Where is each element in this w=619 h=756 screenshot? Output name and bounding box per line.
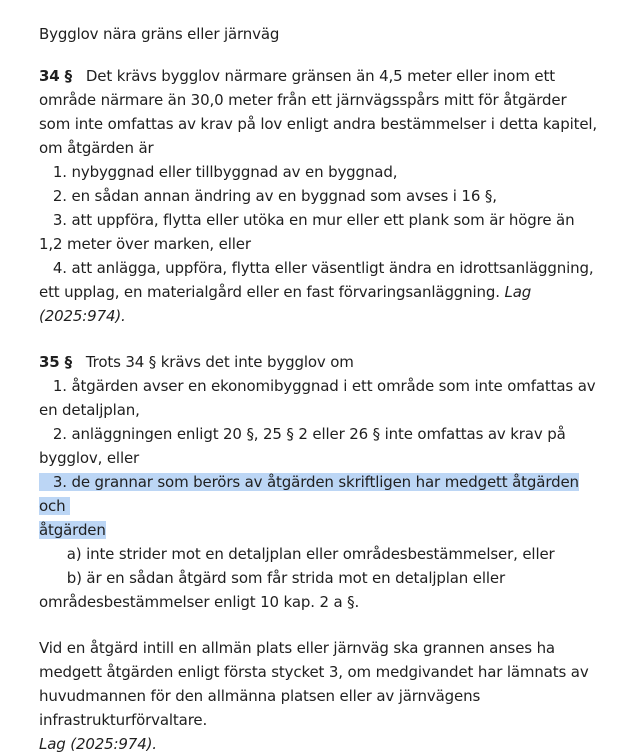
closing-paragraph [39, 636, 599, 756]
list-item: 1. åtgärden avser en ekonomibyggnad i ett område som inte omfattas av en detaljplan, [39, 377, 596, 419]
document [39, 22, 599, 756]
paragraph-number: 34 § [39, 67, 72, 85]
paragraph-number: 35 § [39, 353, 72, 371]
sub-list-item: b) är en sådan åtgärd som får strida mot en detaljplan eller områdesbestämmelser enligt 10 kap. 2 a §. [39, 569, 505, 611]
text-selection[interactable]: 3. de grannar som berörs av åtgärden skriftligen har medgett åtgärden och [39, 473, 579, 515]
sub-list-item: a) inte strider mot en detaljplan eller områdesbestämmelser, eller [66, 545, 555, 563]
list-item: 2. anläggningen enligt 20 §, 25 § 2 eller 26 § inte omfattas av krav på bygglov, eller [39, 425, 566, 467]
list-item: 3. att uppföra, flytta eller utöka en mur eller ett plank som är högre än 1,2 meter över marken, eller [39, 211, 575, 253]
paragraph-34 [39, 64, 599, 328]
selected-list-item[interactable] [39, 470, 599, 542]
paragraph-34-intro [39, 64, 599, 160]
paragraph-35-intro [39, 350, 599, 374]
paragraph-35 [39, 350, 599, 614]
paragraph-intro-text: Det krävs bygglov närmare gränsen än 4,5 meter eller inom ett område närmare än 30,0 meter från ett järnvägsspårs mitt för åtgärder som inte omfattas av krav på lov enligt andra bestämmelser i detta kapitel, om åtgärden är [39, 67, 598, 157]
law-reference: Lag (2025:974). [39, 735, 157, 753]
paragraph-intro-text: Trots 34 § krävs det inte bygglov om [85, 353, 354, 371]
list-item: 1. nybyggnad eller tillbyggnad av en byggnad, [52, 163, 398, 181]
section-heading: Bygglov nära gräns eller järnväg [39, 25, 280, 43]
closing-text: Vid en åtgärd intill en allmän plats eller järnväg ska grannen anses ha medgett åtgärden enligt första stycket 3, om medgivandet har lämnats av huvudmannen för den allmänna platsen eller av järnvägens infrastrukturförvaltare. [39, 639, 589, 729]
law-reference: Lag (2025:974). [39, 283, 532, 325]
text-selection[interactable]: åtgärden [39, 521, 106, 539]
list-item: 2. en sådan annan ändring av en byggnad som avses i 16 §, [52, 187, 497, 205]
list-item: 4. att anlägga, uppföra, flytta eller väsentligt ändra en idrottsanläggning, ett upplag, en materialgård eller en fast förvaringsanläggning. Lag (2025:974). [39, 259, 594, 325]
